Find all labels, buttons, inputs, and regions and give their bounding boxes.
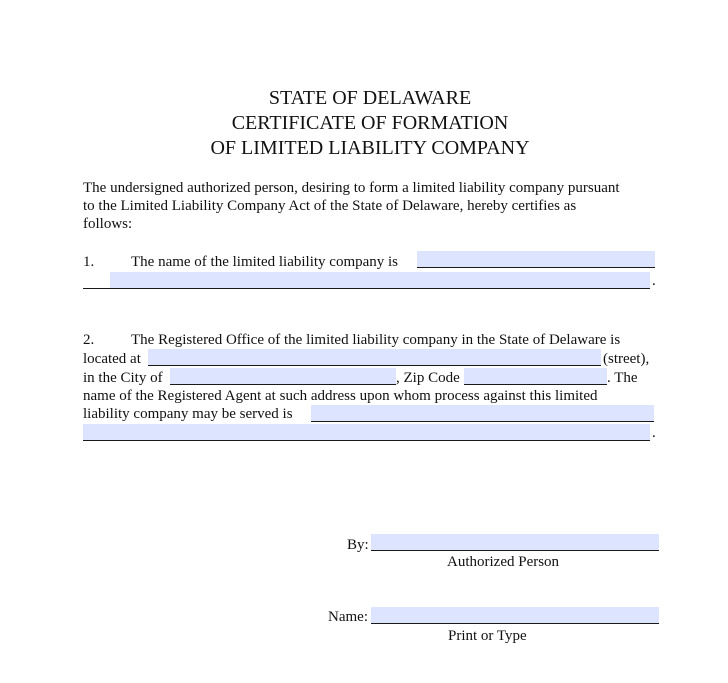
print-or-type-caption: Print or Type [448, 628, 527, 644]
intro-line-1: The undersigned authorized person, desiring to form a limited liability company pursuant [83, 180, 620, 196]
company-name-underline-left [83, 288, 110, 289]
section-2-number: 2. [83, 332, 95, 348]
street-field[interactable] [148, 349, 601, 366]
section-2-period: . [652, 425, 656, 441]
intro-line-3: follows: [83, 216, 133, 232]
registered-agent-field[interactable] [311, 405, 654, 422]
street-label: (street), [603, 351, 650, 367]
signature-field[interactable] [371, 534, 659, 551]
printed-name-field[interactable] [371, 607, 659, 624]
zip-code-label: , Zip Code [396, 370, 460, 386]
section-1-number: 1. [83, 254, 95, 270]
section-1-period: . [652, 273, 656, 289]
document-title-line-3: OF LIMITED LIABILITY COMPANY [210, 137, 530, 159]
intro-line-2: to the Limited Liability Company Act of the State of Delaware, hereby certifies as [83, 198, 577, 214]
zip-code-field[interactable] [464, 368, 607, 385]
by-label: By: [347, 537, 369, 553]
document-title-line-1: STATE OF DELAWARE [268, 87, 472, 109]
company-name-field-line-2[interactable] [110, 272, 650, 289]
section-1-text: The name of the limited liability company is [131, 254, 399, 270]
authorized-person-caption: Authorized Person [447, 554, 560, 570]
document-title-line-2: CERTIFICATE OF FORMATION [231, 112, 509, 134]
located-at-label: located at [83, 351, 141, 367]
the-label: . The [607, 370, 638, 386]
name-label: Name: [328, 609, 368, 625]
section-2-line-5: liability company may be served is [83, 406, 293, 422]
registered-agent-field-line-2[interactable] [83, 424, 650, 441]
section-2-line-1: The Registered Office of the limited liability company in the State of Delaware is [131, 332, 621, 348]
city-label: in the City of [83, 370, 163, 386]
city-field[interactable] [170, 368, 396, 385]
section-2-line-4: name of the Registered Agent at such address upon whom process against this limited [83, 388, 598, 404]
company-name-field[interactable] [417, 251, 655, 268]
